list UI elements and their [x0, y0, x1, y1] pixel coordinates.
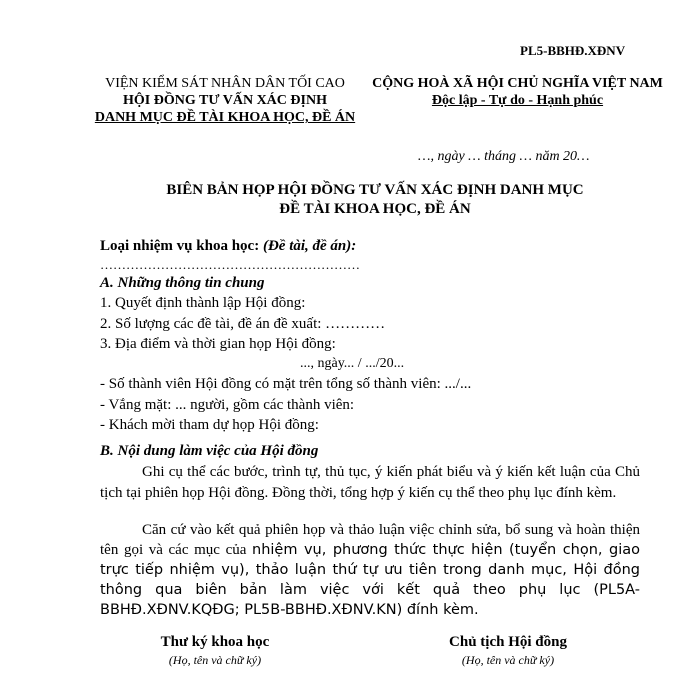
chairman-signature-block — [418, 634, 598, 668]
section-a-heading: A. Những thông tin chung — [100, 275, 265, 291]
date-line: …, ngày … tháng … năm 20… — [418, 149, 590, 164]
item-venue-time: 3. Địa điểm và thời gian họp Hội đồng: — [100, 335, 336, 352]
item-decision: 1. Quyết định thành lập Hội đồng: — [100, 295, 306, 312]
national-motto-block — [355, 75, 680, 109]
section-general-info — [100, 273, 640, 435]
guests: - Khách mời tham dự họp Hội đồng: — [100, 417, 319, 434]
chairman-title: Chủ tịch Hội đồng — [449, 634, 567, 650]
secretary-note: (Họ, tên và chữ ký) — [168, 653, 262, 667]
task-type-label: Loại nhiệm vụ khoa học: — [100, 238, 260, 254]
conclusion-paragraph — [100, 520, 640, 620]
section-b-heading: B. Nội dung làm việc của Hội đồng — [100, 443, 319, 459]
conclusion-text-serif: Căn cứ vào kết quả phiên họp và thảo luận việc chỉnh sửa, bổ sung và hoàn thiện tên gọi và các mục của — [100, 522, 640, 558]
members-present: - Số thành viên Hội đồng có mặt trên tổng số thành viên: .../... — [100, 376, 472, 393]
document-code: PL5-BBHĐ.XĐNV — [520, 43, 626, 58]
document-title — [60, 181, 690, 219]
secretary-signature-block — [130, 634, 300, 668]
country-name: CỘNG HOÀ XÃ HỘI CHỦ NGHĨA VIỆT NAM — [372, 76, 663, 91]
meeting-date: ..., ngày... / .../20... — [300, 356, 405, 372]
council-name-line1: HỘI ĐỒNG TƯ VẤN XÁC ĐỊNH — [123, 93, 327, 108]
issuing-agency-block — [70, 75, 380, 126]
council-name-line2: DANH MỤC ĐỀ TÀI KHOA HỌC, ĐỀ ÁN — [94, 110, 356, 125]
conclusion-text-sans: nhiệm vụ, phương thức thực hiện (tuyển chọn, giao trực tiếp nhiệm vụ), thảo luận thứ tự ưu tiên trong danh mục, Hội đồng thông qua biên bản làm việc với kết quả theo phụ lục (PL5A-BBHĐ.XĐNV.KQĐG; PL5B-BBHĐ.XĐNV.KN) đính kèm. — [100, 542, 641, 618]
meeting-content-paragraph: Ghi cụ thể các bước, trình tự, thủ tục, ý kiến phát biểu và ý kiến kết luận của Chủ tịch tại phiên họp Hội đồng. Đồng thời, tổng hợp ý kiến cụ thể theo phụ lục đính kèm. — [100, 464, 640, 501]
task-type-dots: …………………………………………………… — [100, 257, 360, 272]
agency-name: VIỆN KIỂM SÁT NHÂN DÂN TỐI CAO — [105, 76, 345, 91]
task-type-hint: (Đề tài, đề án): — [259, 238, 357, 254]
item-proposal-count: 2. Số lượng các đề tài, đề án đề xuất: ………… — [100, 315, 386, 332]
absent-members: - Vắng mặt: ... người, gồm các thành viên: — [100, 396, 355, 413]
title-line1: BIÊN BẢN HỌP HỘI ĐỒNG TƯ VẤN XÁC ĐỊNH DANH MỤC — [166, 182, 584, 198]
title-line2: ĐỀ TÀI KHOA HỌC, ĐỀ ÁN — [279, 201, 471, 217]
secretary-title: Thư ký khoa học — [160, 634, 270, 650]
task-type-line — [100, 238, 356, 255]
chairman-note: (Họ, tên và chữ ký) — [461, 653, 555, 667]
motto: Độc lập - Tự do - Hạnh phúc — [431, 93, 604, 108]
